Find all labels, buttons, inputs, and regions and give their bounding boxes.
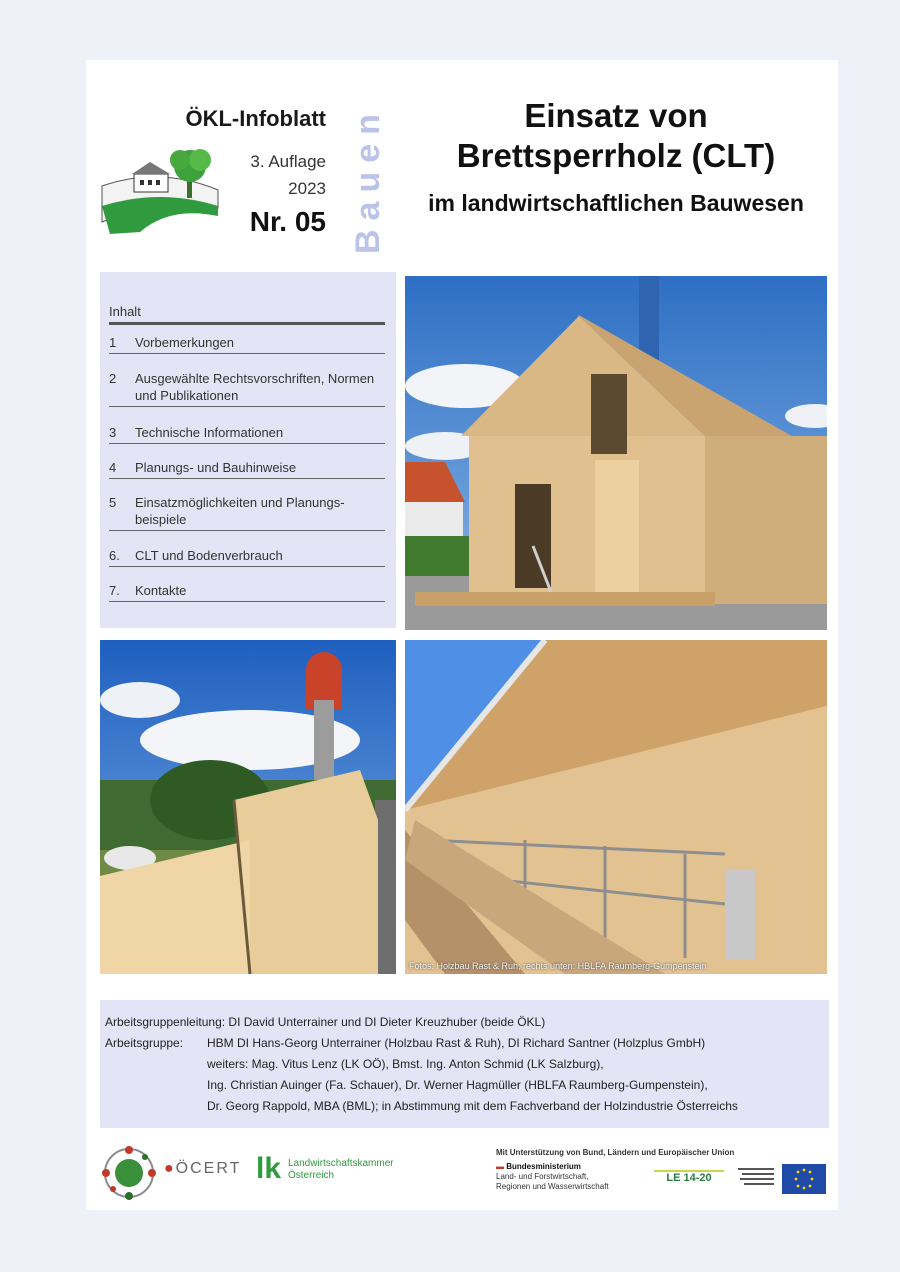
footer-logos [86, 1140, 838, 1210]
toc-label: Kontakte [135, 583, 187, 598]
working-group-box [100, 1000, 829, 1128]
ministry-line3: Regionen und Wasserwirtschaft [496, 1182, 609, 1191]
lk-name [288, 1158, 394, 1182]
photo-house-construction [405, 276, 827, 630]
group-member-line: weiters: Mag. Vitus Lenz (LK OÖ), Bmst. Ing. Anton Schmid (LK Salzburg), [207, 1057, 604, 1071]
series-title: ÖKL-Infoblatt [185, 106, 326, 131]
group-member-line: Ing. Christian Auinger (Fa. Schauer), Dr. Werner Hagmüller (HBLFA Raumberg-Gumpenstein), [207, 1078, 708, 1092]
toc-number: 6. [109, 548, 120, 563]
category-label: Bauen [349, 105, 387, 254]
toc-number: 7. [109, 583, 120, 598]
toc-heading: Inhalt [109, 304, 385, 325]
lk-logo-icon: lk [256, 1152, 282, 1185]
edition-label: 3. Auflage [250, 152, 326, 171]
ocert-text: ÖCERT [175, 1160, 242, 1177]
category-vertical [349, 68, 399, 258]
info-sheet-page [86, 60, 838, 1210]
photo-clt-panel-lifting [100, 640, 396, 974]
toc-label: Planungs- und Bauhinweise [135, 460, 297, 475]
lk-name-line2: Österreich [288, 1170, 335, 1181]
toc-number: 5 [109, 495, 117, 510]
le-logo [654, 1170, 724, 1184]
okl-round-logo-icon [102, 1146, 156, 1205]
edition-year: 2023 [288, 179, 326, 198]
toc-label: Technische Informationen [135, 425, 284, 440]
table-of-contents [100, 272, 396, 628]
support-note: Mit Unterstützung von Bund, Ländern und Europäischer Union [496, 1148, 735, 1157]
sheet-number: Nr. 05 [249, 206, 326, 237]
toc-number: 4 [109, 460, 117, 475]
toc-item [109, 370, 385, 407]
toc-number: 1 [109, 335, 117, 350]
farm-logo-icon [100, 146, 220, 236]
subtitle: im landwirtschaftlichen Bauwesen [428, 190, 804, 216]
ocert-logo: ●ÖCERT [164, 1160, 242, 1177]
toc-item [109, 547, 385, 567]
ministry-logo: ▬ Bundesministerium Land- und Forstwirtschaft, Regionen und Wasserwirtschaft [496, 1162, 609, 1191]
toc-item [109, 494, 385, 531]
toc-label: Ausgewählte Rechtsvorschriften, Normen und Publikationen [135, 371, 375, 403]
le-text: LE 14-20 [666, 1172, 712, 1184]
eu-text-block [738, 1166, 778, 1186]
toc-item [109, 459, 385, 479]
toc-number: 2 [109, 371, 117, 386]
toc-label: CLT und Bodenverbrauch [135, 548, 283, 563]
group-label: Arbeitsgruppe: [105, 1036, 184, 1050]
photo-barn-interior [405, 640, 827, 974]
toc-item [109, 334, 385, 354]
toc-label: Vorbemerkungen [135, 335, 235, 350]
ministry-line2: Land- und Forstwirtschaft, [496, 1172, 589, 1181]
edition-block [226, 148, 326, 202]
group-member-line: HBM DI Hans-Georg Unterrainer (Holzbau Rast & Ruh), DI Richard Santner (Holzplus GmbH) [207, 1036, 706, 1050]
toc-item [109, 424, 385, 444]
toc-label: Einsatzmöglichkeiten und Planungs-beispiele [135, 495, 345, 527]
toc-number: 3 [109, 425, 117, 440]
ministry-name: Bundesministerium [506, 1162, 581, 1171]
toc-item [109, 582, 385, 602]
eu-flag-icon [782, 1164, 826, 1199]
lk-name-line1: Landwirtschaftskammer [288, 1158, 394, 1169]
group-lead: Arbeitsgruppenleitung: DI David Unterrainer und DI Dieter Kreuzhuber (beide ÖKL) [105, 1015, 546, 1029]
main-title: Einsatz von Brettsperrholz (CLT) [456, 97, 776, 174]
group-member-line: Dr. Georg Rappold, MBA (BML); in Abstimmung mit dem Fachverband der Holzindustrie Österreichs [207, 1099, 738, 1113]
photo-credit: Fotos: Holzbau Rast & Ruh; rechts unten: HBLFA Raumberg-Gumpenstein [409, 961, 707, 971]
